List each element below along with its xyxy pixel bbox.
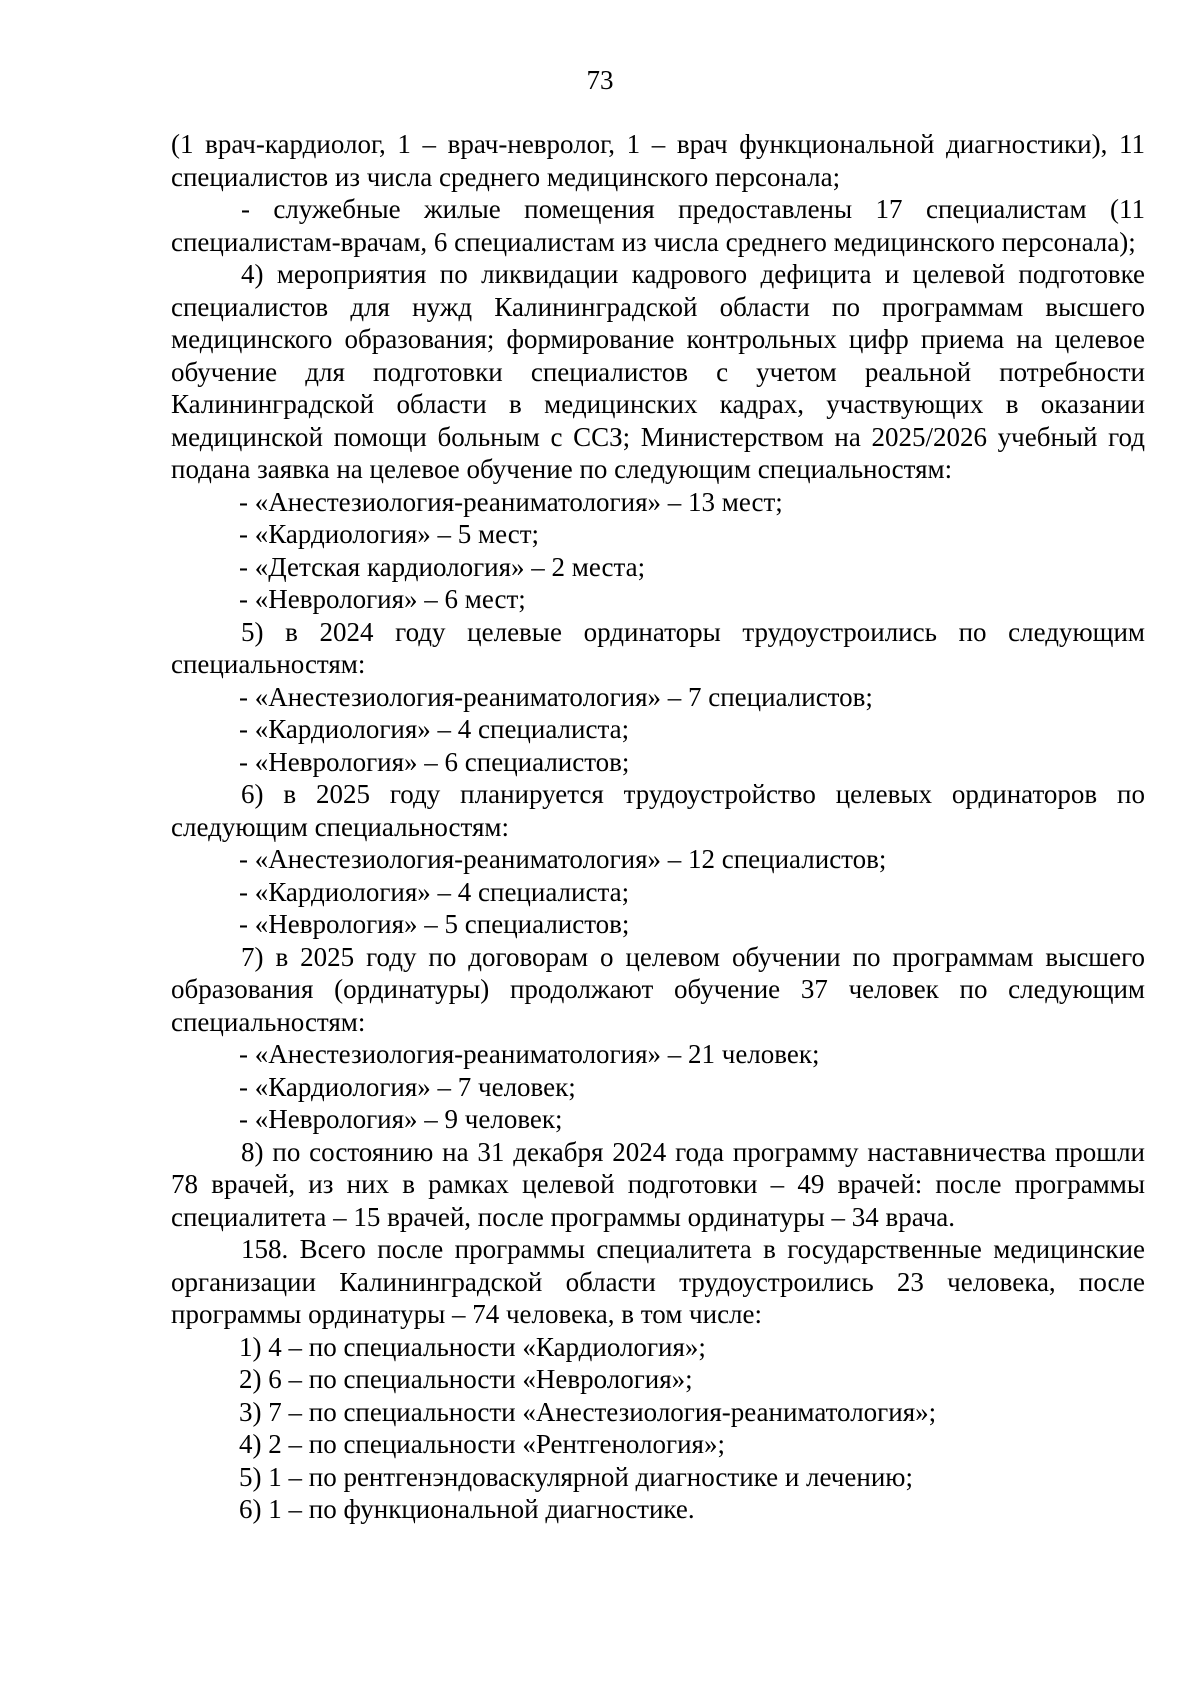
list-item: - «Кардиология» – 5 мест; xyxy=(239,519,540,549)
list-item: 6) 1 – по функциональной диагностике. xyxy=(239,1494,695,1524)
paragraph-item-5: 5) в 2024 году целевые ординаторы трудоустроились по следующим специальностям: xyxy=(171,616,1145,679)
list-item: - «Анестезиология-реаниматология» – 12 специалистов; xyxy=(239,844,887,874)
list-item: - «Неврология» – 5 специалистов; xyxy=(239,909,630,939)
list-item: - «Анестезиология-реаниматология» – 13 мест; xyxy=(239,486,783,517)
list-item: - «Неврология» – 6 мест; xyxy=(239,584,526,614)
paragraph-item-4: 4) мероприятия по ликвидации кадрового дефицита и целевой подготовке специалистов для нужд Калининградской области по программам высшего медицинского образования; формирование контрольных цифр приема на целевое обучение для подготовки специалистов с учетом реальной потребности Калининградской области в медицинских кадрах, участвующих в оказании медицинской помощи больным с ССЗ; Министерством на 2025/2026 учебный год подана заявка на целевое обучение по следующим специальностям: xyxy=(171,259,1145,484)
paragraph-158: 158. Всего после программы специалитета в государственные медицинские организации Калининградской области трудоустроились 23 человека, после программы ординатуры – 74 человека, в том числе: xyxy=(171,1234,1145,1329)
list-item: 1) 4 – по специальности «Кардиология»; xyxy=(239,1331,706,1362)
list-item: 5) 1 – по рентгенэндоваскулярной диагностике и лечению; xyxy=(239,1461,913,1492)
paragraph-item-8: 8) по состоянию на 31 декабря 2024 года программу наставничества прошли 78 врачей, из них в рамках целевой подготовки – 49 врачей: после программы специалитета – 15 врачей, после программы ординатуры – 34 врача. xyxy=(171,1136,1145,1232)
list-item: - «Кардиология» – 4 специалиста; xyxy=(239,876,630,907)
list-item: 3) 7 – по специальности «Анестезиология-реаниматология»; xyxy=(239,1396,937,1427)
list-item: - «Анестезиология-реаниматология» – 21 человек; xyxy=(239,1039,820,1069)
list-item: - «Детская кардиология» – 2 места; xyxy=(239,551,646,582)
list-item: - «Анестезиология-реаниматология» – 7 специалистов; xyxy=(239,681,873,712)
list-item: - «Кардиология» – 4 специалиста; xyxy=(239,714,630,744)
list-item: 2) 6 – по специальности «Неврология»; xyxy=(239,1364,693,1394)
paragraph-item-7: 7) в 2025 году по договорам о целевом обучении по программам высшего образования (ординатуры) продолжают обучение 37 человек по следующим специальностям: xyxy=(171,941,1145,1037)
paragraph-housing: - служебные жилые помещения предоставлены 17 специалистам (11 специалистам-врачам, 6 специалистам из числа среднего медицинского персонала); xyxy=(171,194,1145,257)
paragraph-continuation: (1 врач-кардиолог, 1 – врач-невролог, 1 – врач функциональной диагностики), 11 специалистов из числа среднего медицинского персонала; xyxy=(171,129,1145,192)
list-item: - «Неврология» – 9 человек; xyxy=(239,1104,563,1134)
paragraph-item-6: 6) в 2025 году планируется трудоустройство целевых ординаторов по следующим специальностям: xyxy=(171,779,1145,842)
document-body xyxy=(171,128,1145,1526)
list-item: - «Неврология» – 6 специалистов; xyxy=(239,746,630,777)
list-item: 4) 2 – по специальности «Рентгенология»; xyxy=(239,1429,725,1459)
page-number: 73 xyxy=(586,65,614,95)
list-item: - «Кардиология» – 7 человек; xyxy=(239,1071,576,1102)
